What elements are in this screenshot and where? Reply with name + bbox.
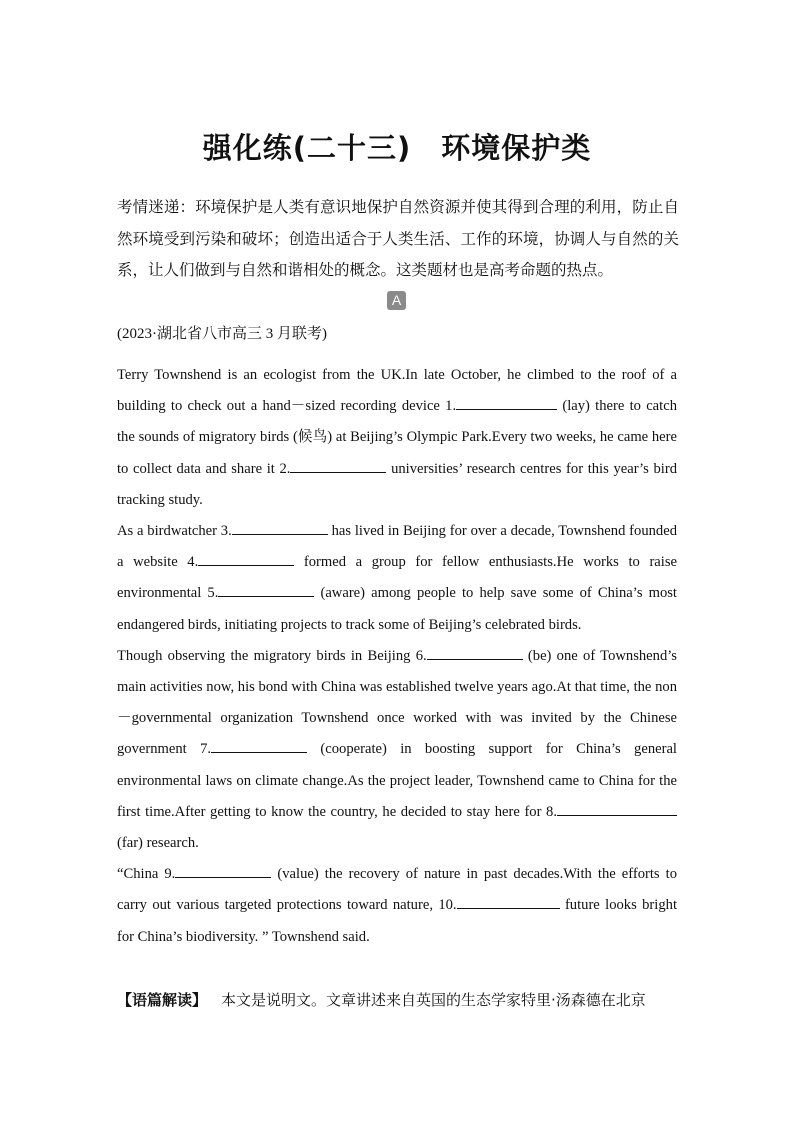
analysis-line (117, 986, 679, 1014)
blank-5[interactable] (218, 581, 314, 597)
analysis-text: 本文是说明文。文章讲述来自英国的生态学家特里·汤森德在北京 (221, 991, 646, 1009)
blank-1[interactable] (456, 394, 557, 410)
intro-paragraph: 考情迷递：环境保护是人类有意识地保护自然资源并使其得到合理的利用，防止自然环境受到污染和破坏；创造出适合于人类生活、工作的环境，协调人与自然的关系，让人们做到与自然和谐相处的概念。这类题材也是高考命题的热点。 (117, 198, 679, 279)
blank-6[interactable] (427, 644, 523, 660)
blank-2[interactable] (290, 457, 386, 473)
analysis-label: 【语篇解读】 (117, 991, 208, 1009)
passage-paragraph-3: Though observing the migratory birds in Beijing 6. (be) one of Townshend’s main activities now, his bond with China was established twelve years ago.At that time, the non－governmental organization Townshend once worked with was invited by the Chinese government 7. (cooperate) in boosting support for China’s general environmental laws on climate change.As the project leader, Townshend came to China for the first time.After getting to know the country, he decided to stay here for 8. (far) research. (117, 641, 677, 859)
passage-paragraph-4: “China 9. (value) the recovery of nature in past decades.With the efforts to carry out various targeted protections toward nature, 10. future looks bright for China’s biodiversity. ” Townshend said. (117, 859, 677, 953)
section-badge: A (387, 291, 406, 310)
blank-10[interactable] (457, 893, 560, 909)
blank-4[interactable] (198, 550, 294, 566)
title-main: 强化练(二十三) (202, 131, 412, 165)
title-topic: 环境保护类 (441, 131, 592, 165)
passage-paragraph-2: As a birdwatcher 3. has lived in Beijing for over a decade, Townshend founded a website 4. formed a group for fellow enthusiasts.He works to raise environmental 5. (aware) among people to help save some of China’s most endangered birds, initiating projects to track some of Beijing’s celebrated birds. (117, 516, 677, 641)
blank-3[interactable] (232, 519, 328, 535)
blank-9[interactable] (175, 862, 271, 878)
blank-7[interactable] (211, 737, 307, 753)
blank-8[interactable] (557, 800, 677, 816)
source-note: (2023·湖北省八市高三 3 月联考) (117, 326, 327, 342)
passage (117, 360, 677, 953)
passage-paragraph-1: Terry Townshend is an ecologist from the UK.In late October, he climbed to the roof of a building to check out a hand－sized recording device 1. (lay) there to catch the sounds of migratory birds (候鸟) at Beijing’s Olympic Park.Every two weeks, he came here to collect data and share it 2. universities’ research centres for this year’s bird tracking study. (117, 367, 678, 508)
page-title (0, 126, 794, 167)
